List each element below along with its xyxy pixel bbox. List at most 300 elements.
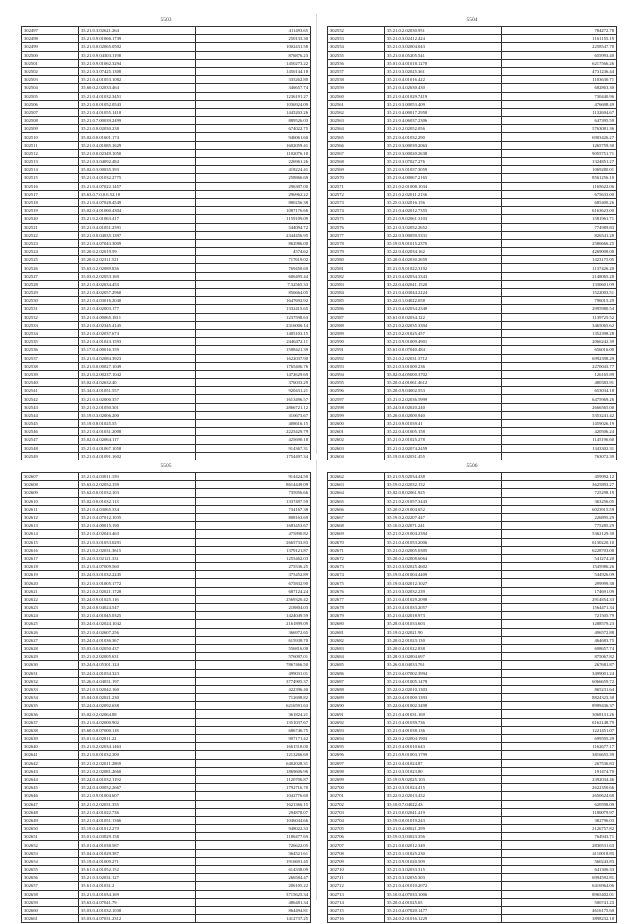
row-id-cell: 302507 — [22, 108, 79, 116]
table-row — [22, 644, 311, 652]
code-cell: 35.21.0.4.01031.169 — [385, 710, 502, 718]
table-row — [22, 694, 311, 702]
amount-cell: 576097.01 — [196, 653, 311, 661]
table-row — [22, 604, 311, 612]
code-cell: 35.21.0.4.01033.2057 — [385, 604, 502, 612]
row-id-cell: 302698 — [328, 767, 385, 775]
row-id-cell: 302662 — [328, 473, 385, 481]
code-cell: 35.21.0.4.01091.1602 — [79, 452, 196, 460]
table-row — [22, 198, 311, 206]
row-id-cell: 302600 — [328, 420, 385, 428]
code-cell: 35.21.0.0.00027.1049 — [79, 362, 196, 370]
code-cell: 35.21.0.4.02037.674 — [79, 329, 196, 337]
code-cell: 35.21.0.4.01032.3451 — [79, 92, 196, 100]
row-id-cell: 302577 — [328, 231, 385, 239]
amount-cell: 774989.83 — [502, 223, 617, 231]
document-page-1 — [16, 14, 317, 459]
code-cell: 35.20.0.4.01025.65 — [385, 898, 502, 906]
table-row — [328, 182, 617, 190]
table-row — [328, 685, 617, 693]
table-row — [328, 866, 617, 874]
amount-cell: 730440.96 — [502, 92, 617, 100]
table-row — [328, 644, 617, 652]
row-id-cell: 302582 — [328, 272, 385, 280]
row-id-cell: 302693 — [328, 726, 385, 734]
code-cell: 35.21.0.9.01004.607 — [79, 792, 196, 800]
amount-cell: 6992398.29 — [502, 354, 617, 362]
table-row — [328, 92, 617, 100]
code-cell: 35.22.0.2.02010.1303 — [385, 685, 502, 693]
code-cell: 35.21.0.4.01038.136 — [385, 726, 502, 734]
row-id-cell: 302714 — [328, 898, 385, 906]
row-id-cell: 302711 — [328, 874, 385, 882]
amount-cell: 267536.83 — [502, 759, 617, 767]
code-cell: 35.02.0.2.02064.88 — [79, 710, 196, 718]
row-id-cell: 302664 — [328, 489, 385, 497]
table-row — [22, 272, 311, 280]
table-row — [22, 833, 311, 841]
amount-cell: 1613496.57 — [196, 395, 311, 403]
code-cell: 35.04.0.4.01029.387 — [79, 849, 196, 857]
code-cell: 35.21.0.2.02005.0305 — [385, 546, 502, 554]
amount-cell: 2161899.09 — [196, 620, 311, 628]
code-cell: 35.20.0.2.02008.6064 — [385, 554, 502, 562]
row-id-cell: 302702 — [328, 800, 385, 808]
amount-cell: 655993.40 — [502, 51, 617, 59]
row-id-cell: 302497 — [22, 27, 79, 35]
row-id-cell: 302540 — [22, 379, 79, 387]
code-cell: 35.21.0.3.01005.1772 — [79, 579, 196, 587]
table-row — [328, 43, 617, 51]
table-row — [328, 522, 617, 530]
table-row — [328, 444, 617, 452]
amount-cell: 2580666.25 — [502, 239, 617, 247]
table-row — [22, 915, 311, 923]
amount-cell: 1139725.52 — [502, 313, 617, 321]
row-id-cell: 302527 — [22, 272, 79, 280]
code-cell: 35.63.0.2.02089.836 — [79, 264, 196, 272]
amount-cell: 266584.47 — [196, 874, 311, 882]
code-cell: 35.21.0.4.01032.2775 — [79, 174, 196, 182]
table-row — [328, 321, 617, 329]
code-cell: 35.21.0.0.02349.1050 — [79, 149, 196, 157]
table-row — [328, 215, 617, 223]
amount-cell: 865231.64 — [502, 685, 617, 693]
table-row — [328, 338, 617, 346]
row-id-cell: 302691 — [328, 710, 385, 718]
amount-cell: 2066242.39 — [502, 338, 617, 346]
row-id-cell: 302556 — [328, 59, 385, 67]
amount-cell: 500741.23 — [502, 898, 617, 906]
code-cell: 35.20.0.9.04002.553 — [385, 387, 502, 395]
amount-cell: 425690.18 — [196, 436, 311, 444]
code-cell: 35.21.0.3.02412.424 — [385, 35, 502, 43]
code-cell: 35.21.0.0.01052.0543 — [79, 100, 196, 108]
table-row — [328, 636, 617, 644]
row-id-cell: 302522 — [22, 231, 79, 239]
table-row — [328, 882, 617, 890]
amount-cell: 6217566.26 — [502, 59, 617, 67]
row-id-cell: 302659 — [22, 898, 79, 906]
row-id-cell: 302706 — [328, 833, 385, 841]
table-row — [22, 346, 311, 354]
amount-cell: 6130220.10 — [502, 538, 617, 546]
row-id-cell: 302610 — [22, 497, 79, 505]
row-id-cell: 302587 — [328, 313, 385, 321]
amount-cell: 2995980.54 — [502, 305, 617, 313]
table-row — [22, 825, 311, 833]
code-cell: 35.21.0.2.02031.3712 — [385, 354, 502, 362]
table-row — [22, 67, 311, 75]
amount-cell: 1522003.51 — [502, 289, 617, 297]
code-cell: 35.21.0.4.01029.2098 — [385, 595, 502, 603]
row-id-cell: 302568 — [328, 158, 385, 166]
code-cell: 35.21.0.2.02031.3615 — [79, 546, 196, 554]
code-cell: 35.19.0.3.02006.200 — [79, 411, 196, 419]
table-row — [328, 906, 617, 914]
code-cell: 35.21.0.2.00237.1042 — [79, 370, 196, 378]
code-cell: 35.28.0.4.01033.603 — [385, 620, 502, 628]
table-row — [22, 223, 311, 231]
amount-cell: 2650624.68 — [502, 792, 617, 800]
amount-cell: 699595.29 — [502, 735, 617, 743]
row-id-cell: 302639 — [22, 735, 79, 743]
amount-cell: 682863.30 — [502, 84, 617, 92]
table-row — [22, 587, 311, 595]
table-row — [22, 108, 311, 116]
amount-cell: 544094.72 — [196, 223, 311, 231]
row-id-cell: 302689 — [328, 694, 385, 702]
amount-cell: 784272.78 — [502, 27, 617, 35]
table-row — [22, 866, 311, 874]
table-row — [328, 497, 617, 505]
code-cell: 35.21.0.3.02000.357 — [79, 395, 196, 403]
row-id-cell: 302594 — [328, 370, 385, 378]
code-cell: 35.21.0.3.02033.315 — [385, 866, 502, 874]
amount-cell: 5362129.30 — [502, 530, 617, 538]
row-id-cell: 302611 — [22, 505, 79, 513]
table-row — [22, 420, 311, 428]
code-cell: 35.21.0.2.02005.631 — [79, 653, 196, 661]
amount-cell: 1002431.58 — [196, 43, 311, 51]
row-id-cell: 302543 — [22, 403, 79, 411]
code-cell: 35.21.0.4.01034.169 — [79, 890, 196, 898]
code-cell: 35.22.0.3.00059.5331 — [385, 231, 502, 239]
code-cell: 35.20.0.4.01022.838 — [385, 644, 502, 652]
amount-cell: 687124.24 — [196, 587, 311, 595]
table-row — [328, 108, 617, 116]
amount-cell: 2446472.11 — [196, 338, 311, 346]
row-id-cell: 302701 — [328, 792, 385, 800]
table-row — [328, 313, 617, 321]
row-id-cell: 302503 — [22, 76, 79, 84]
row-id-cell: 302690 — [328, 702, 385, 710]
amount-cell: 764943.71 — [502, 833, 617, 841]
row-id-cell: 302570 — [328, 174, 385, 182]
amount-cell: 6163623.00 — [502, 207, 617, 215]
code-cell: 35.21.0.4.03044.2224 — [385, 289, 502, 297]
code-cell: 35.63.0.4.07041.79 — [79, 898, 196, 906]
table-row — [22, 354, 311, 362]
row-id-cell: 302566 — [328, 141, 385, 149]
table-row — [328, 420, 617, 428]
code-cell: 35.21.0.2.01008.1034 — [385, 182, 502, 190]
amount-cell: 1337497.59 — [196, 497, 311, 505]
amount-cell: 2126757.82 — [502, 825, 617, 833]
table-row — [328, 248, 617, 256]
row-id-cell: 302627 — [22, 636, 79, 644]
row-id-cell: 302673 — [328, 563, 385, 571]
row-id-cell: 302686 — [328, 669, 385, 677]
code-cell: 35.21.0.9.01039.41 — [385, 420, 502, 428]
code-cell: 35.21.0.3.00039.2063 — [385, 141, 502, 149]
row-id-cell: 302712 — [328, 882, 385, 890]
row-id-cell: 302502 — [22, 67, 79, 75]
amount-cell: 769450.60 — [196, 264, 311, 272]
row-id-cell: 302596 — [328, 387, 385, 395]
row-id-cell: 302548 — [22, 444, 79, 452]
row-id-cell: 302575 — [328, 215, 385, 223]
row-id-cell: 302565 — [328, 133, 385, 141]
table-row — [328, 694, 617, 702]
row-id-cell: 302656 — [22, 874, 79, 882]
amount-cell: 880256.38 — [196, 198, 311, 206]
code-cell: 35.21.0.3.01023.80 — [385, 767, 502, 775]
row-id-cell: 302585 — [328, 297, 385, 305]
amount-cell: 907171.42 — [196, 735, 311, 743]
row-id-cell: 302643 — [22, 767, 79, 775]
row-id-cell: 302697 — [328, 759, 385, 767]
row-id-cell: 302572 — [328, 190, 385, 198]
code-cell: 35.10.0.2.02071.241 — [385, 522, 502, 530]
row-id-cell: 302564 — [328, 125, 385, 133]
table-row — [328, 133, 617, 141]
amount-cell: 486481.34 — [196, 898, 311, 906]
amount-cell: 864494.81 — [196, 906, 311, 914]
code-cell: 35.21.0.4.00065.1811 — [79, 313, 196, 321]
code-cell: 35.02.0.3.00035.393 — [79, 166, 196, 174]
table-row — [22, 546, 311, 554]
row-id-cell: 302578 — [328, 239, 385, 247]
row-id-cell: 302561 — [328, 100, 385, 108]
table-row — [328, 158, 617, 166]
amount-cell: 480383.91 — [502, 379, 617, 387]
row-id-cell: 302516 — [22, 182, 79, 190]
table-row — [22, 166, 311, 174]
row-id-cell: 302513 — [22, 158, 79, 166]
code-cell: 35.02.0.0.01601.174 — [79, 133, 196, 141]
amount-cell: 946061.60 — [196, 133, 311, 141]
amount-cell: 476698.49 — [502, 100, 617, 108]
code-cell: 35.28.0.3.02004.697 — [385, 653, 502, 661]
row-id-cell: 302517 — [22, 190, 79, 198]
amount-cell: 2148065.28 — [502, 272, 617, 280]
code-cell: 35.19.0.9.01015.2370 — [385, 239, 502, 247]
row-id-cell: 302670 — [328, 538, 385, 546]
row-id-cell: 302525 — [22, 256, 79, 264]
table-row — [22, 808, 311, 816]
row-id-cell: 302704 — [328, 816, 385, 824]
code-cell: 35.21.0.3.02621.264 — [79, 27, 196, 35]
document-page-4 — [322, 460, 622, 922]
page-title: 5504 — [466, 17, 478, 23]
code-cell: 35.21.0.5.01037.3059 — [385, 166, 502, 174]
table-row — [328, 825, 617, 833]
code-cell: 35.24.0.4.05301.124 — [79, 661, 196, 669]
code-cell: 35.20.0.2.02019.59 — [79, 248, 196, 256]
row-id-cell: 302545 — [22, 420, 79, 428]
amount-cell: 1324851.27 — [502, 158, 617, 166]
table-row — [328, 587, 617, 595]
table-row — [328, 759, 617, 767]
row-id-cell: 302622 — [22, 595, 79, 603]
amount-cell: 475890.82 — [196, 530, 311, 538]
table-row — [328, 76, 617, 84]
amount-cell: 1221451.07 — [502, 726, 617, 734]
amount-cell: 375452.89 — [196, 571, 311, 579]
amount-cell: 126165.89 — [502, 370, 617, 378]
row-id-cell: 302650 — [22, 825, 79, 833]
code-cell: 35.21.0.4.01010.643 — [385, 743, 502, 751]
amount-cell: 1602059.41 — [196, 141, 311, 149]
row-id-cell: 302684 — [328, 653, 385, 661]
row-id-cell: 302595 — [328, 379, 385, 387]
code-cell: 35.21.0.2.02074.2459 — [385, 444, 502, 452]
row-id-cell: 302538 — [22, 362, 79, 370]
code-cell: 35.21.0.4.06037.2306 — [385, 117, 502, 125]
row-id-cell: 302713 — [328, 890, 385, 898]
table-row — [22, 505, 311, 513]
page-title: 5503 — [160, 17, 172, 23]
code-cell: 35.21.0.2.01063.417 — [79, 215, 196, 223]
code-cell: 35.21.0.4.00067.2165 — [385, 174, 502, 182]
code-cell: 35.21.0.4.01029.7419 — [385, 92, 502, 100]
table-row — [328, 841, 617, 849]
amount-cell: 346657.74 — [196, 84, 311, 92]
code-cell: 35.21.0.9.01020.509 — [385, 857, 502, 865]
code-cell: 35.21.0.1.01025.230 — [385, 849, 502, 857]
row-id-cell: 302674 — [328, 571, 385, 579]
amount-cell: 717619.02 — [196, 256, 311, 264]
table-row — [22, 473, 311, 481]
amount-cell: 6402028.31 — [196, 759, 311, 767]
code-cell: 35.21.0.4.02057.2960 — [79, 289, 196, 297]
table-row — [22, 329, 311, 337]
code-cell: 35.21.0.4.01053.1082 — [79, 76, 196, 84]
amount-cell: 1545986.26 — [502, 563, 617, 571]
table-row — [22, 149, 311, 157]
row-id-cell: 302529 — [22, 289, 79, 297]
code-cell: 35.21.0.4.01051.1366 — [79, 816, 196, 824]
code-cell: 35.20.0.0.02000.940 — [385, 411, 502, 419]
amount-cell: 1159109.09 — [196, 215, 311, 223]
code-cell: 35.21.0.4.02084.3923 — [79, 354, 196, 362]
amount-cell: 6066659.72 — [502, 677, 617, 685]
row-id-cell: 302512 — [22, 149, 79, 157]
amount-cell: 361824.21 — [196, 710, 311, 718]
table-row — [328, 174, 617, 182]
code-cell: 35.02.0.4.05000.3702 — [385, 370, 502, 378]
row-id-cell: 302584 — [328, 289, 385, 297]
row-id-cell: 302676 — [328, 587, 385, 595]
code-cell: 35.19.0.2.02032.152 — [385, 481, 502, 489]
row-id-cell: 302636 — [22, 710, 79, 718]
amount-cell: 411493.65 — [196, 27, 311, 35]
amount-cell: 1683453.67 — [196, 522, 311, 530]
table-row — [328, 775, 617, 783]
code-cell: 35.21.0.4.02345.4145 — [79, 321, 196, 329]
code-cell: 35.20.0.2.02311.521 — [79, 256, 196, 264]
table-row — [328, 767, 617, 775]
code-cell: 35.21.0.4.01085.1629 — [79, 141, 196, 149]
row-id-cell: 302567 — [328, 149, 385, 157]
code-cell: 35.21.0.4.01067.1058 — [79, 444, 196, 452]
table-row — [328, 677, 617, 685]
code-cell: 35.21.0.4.03065.334 — [79, 505, 196, 513]
amount-cell: 1265759.30 — [502, 141, 617, 149]
table-row — [22, 718, 311, 726]
code-cell: 35.02.0.4.02064.117 — [79, 436, 196, 444]
row-id-cell: 302692 — [328, 718, 385, 726]
table-row — [22, 792, 311, 800]
code-cell: 35.03.0.4.07031.2312 — [79, 915, 196, 923]
code-cell: 35.21.0.4.02607.256 — [79, 628, 196, 636]
row-id-cell: 302634 — [22, 694, 79, 702]
table-row — [328, 530, 617, 538]
amount-cell: 1352398.28 — [502, 329, 617, 337]
amount-cell: 606495.44 — [196, 272, 311, 280]
row-id-cell: 302558 — [328, 76, 385, 84]
code-cell: 35.21.0.2.02081.2660 — [79, 767, 196, 775]
code-cell: 35.21.0.9.01062.3294 — [79, 59, 196, 67]
row-id-cell: 302647 — [22, 800, 79, 808]
code-cell: 35.21.0.3.02042.160 — [79, 685, 196, 693]
amount-cell: 1379121.87 — [196, 546, 311, 554]
row-id-cell: 302660 — [22, 906, 79, 914]
code-cell: 35.21.0.9.02061.3103 — [385, 215, 502, 223]
row-id-cell: 302620 — [22, 579, 79, 587]
table-row — [328, 849, 617, 857]
amount-cell: 1916691.45 — [196, 857, 311, 865]
table-row — [22, 726, 311, 734]
amount-cell: 1046044.66 — [196, 816, 311, 824]
row-id-cell: 302573 — [328, 198, 385, 206]
amount-cell: 1450144.18 — [196, 67, 311, 75]
amount-cell: 920431.21 — [196, 387, 311, 395]
table-row — [22, 411, 311, 419]
code-cell: 35.01.0.4.01038.587 — [79, 841, 196, 849]
code-cell: 35.24.0.3.02121.331 — [79, 554, 196, 562]
amount-cell: 826541.28 — [502, 231, 617, 239]
amount-cell: 948022.33 — [196, 825, 311, 833]
amount-cell: 1765406.76 — [196, 362, 311, 370]
code-cell: 35.21.0.3.01000.236 — [385, 362, 502, 370]
code-cell: 35.61.0.0.07040.484 — [385, 346, 502, 354]
amount-cell: 258866.69 — [196, 174, 311, 182]
table-row — [328, 653, 617, 661]
code-cell: 35.22.0.1.04022.058 — [385, 297, 502, 305]
row-id-cell: 302536 — [22, 346, 79, 354]
amount-cell: 1036924.09 — [196, 100, 311, 108]
table-row — [22, 256, 311, 264]
amount-cell: 1236191.27 — [196, 92, 311, 100]
amount-cell: 6994592.81 — [502, 874, 617, 882]
table-row — [22, 43, 311, 51]
amount-cell: 763072.39 — [502, 452, 617, 460]
table-row — [328, 628, 617, 636]
amount-cell: 1412737.25 — [196, 915, 311, 923]
row-id-cell: 302519 — [22, 207, 79, 215]
